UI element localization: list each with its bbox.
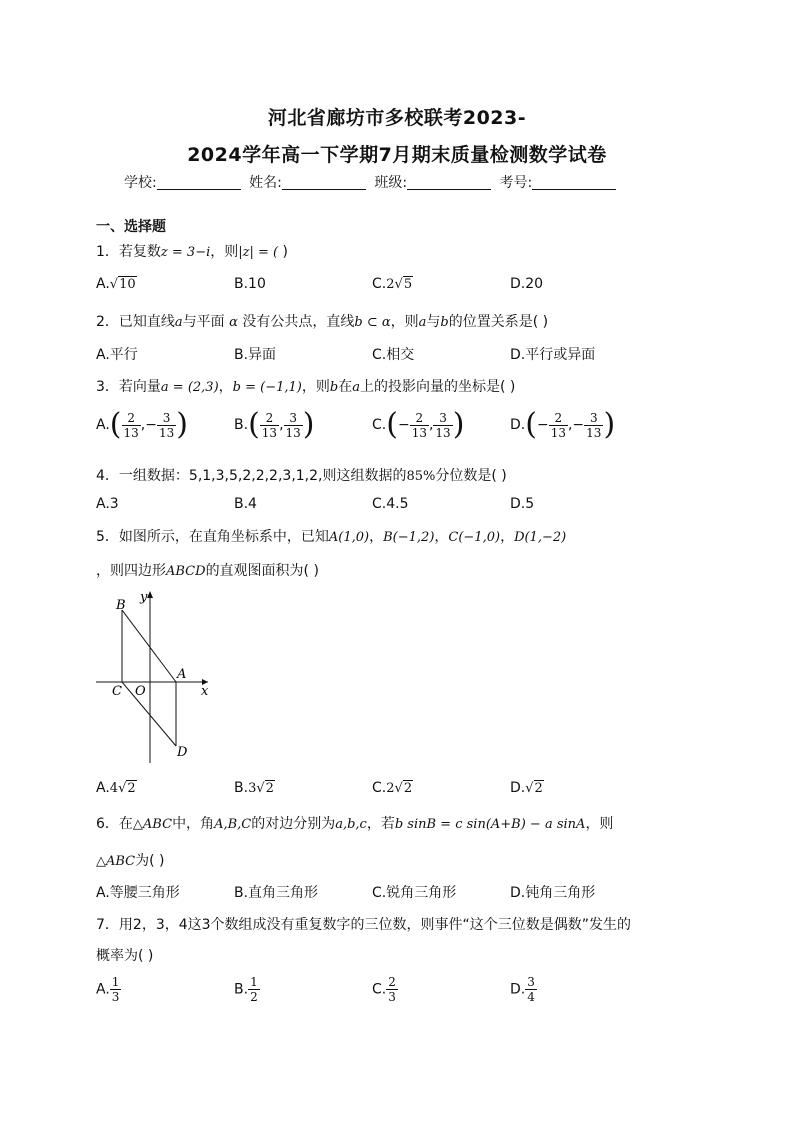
name-blank[interactable] bbox=[282, 175, 366, 190]
question-6-line-2: △ABC为( ) bbox=[96, 853, 165, 869]
q6-option-b[interactable]: B.直角三角形 bbox=[234, 885, 319, 901]
label-D: D bbox=[177, 745, 188, 760]
q1-option-b[interactable]: B.10 bbox=[234, 276, 266, 292]
q1-text-c: ) bbox=[278, 244, 289, 260]
q5-option-b[interactable]: B.3√2 bbox=[234, 780, 274, 796]
name-label: 姓名: bbox=[249, 175, 282, 191]
label-B: B bbox=[116, 598, 126, 613]
q3-option-d[interactable]: D.(− $\frac{2}{13}$ ,− $\frac{3}{13}$ ) bbox=[510, 407, 616, 442]
title-line-1: 河北省廊坊市多校联考2023- bbox=[267, 107, 527, 129]
question-5: 5．如图所示，在直角坐标系中，已知A(1,0)，B(−1,2)，C(−1,0)，D(1,−2) bbox=[96, 529, 567, 545]
exam-number-label: 考号: bbox=[499, 175, 533, 191]
school-label: 学校: bbox=[124, 175, 157, 191]
question-1 bbox=[96, 241, 288, 261]
q3-option-a[interactable]: A.( $\frac{2}{13}$ ,− $\frac{3}{13}$ ) bbox=[96, 407, 188, 442]
q5-option-c[interactable]: C.2√2 bbox=[372, 780, 413, 796]
q7-option-a[interactable]: A. $\frac{1}{3}$ bbox=[96, 975, 120, 1004]
label-A: A bbox=[177, 667, 187, 682]
segment-CD bbox=[122, 682, 176, 746]
q1-text-b: ，则 bbox=[210, 244, 239, 260]
q2-option-b[interactable]: B.异面 bbox=[234, 347, 277, 363]
q4-option-a[interactable]: A.3 bbox=[96, 496, 119, 512]
question-4: 4．一组数据：5,1,3,5,2,2,2,3,1,2,则这组数据的85%分位数是( ) bbox=[96, 468, 507, 484]
q3-option-b[interactable]: B.( $\frac{2}{13}$ , $\frac{3}{13}$ ) bbox=[234, 407, 315, 442]
q6-option-c[interactable]: C.锐角三角形 bbox=[372, 885, 457, 901]
exam-number-blank[interactable] bbox=[532, 175, 616, 190]
question-3: 3．若向量a = (2,3)，b = (−1,1)，则b在a上的投影向量的坐标是( ) bbox=[96, 379, 516, 395]
y-axis-arrow bbox=[147, 591, 153, 598]
label-O: O bbox=[135, 684, 146, 699]
question-7-line-2: 概率为( ) bbox=[96, 948, 154, 964]
q5-figure bbox=[96, 588, 226, 764]
q6-option-d[interactable]: D.钝角三角形 bbox=[510, 885, 596, 901]
q7-option-c[interactable]: C. $\frac{2}{3}$ bbox=[372, 975, 396, 1004]
class-label: 班级: bbox=[374, 175, 408, 191]
class-blank[interactable] bbox=[407, 175, 491, 190]
q4-option-d[interactable]: D.5 bbox=[510, 496, 535, 512]
q1-option-d[interactable]: D.20 bbox=[510, 276, 544, 292]
q5-option-d[interactable]: D.√2 bbox=[510, 780, 543, 796]
q2-option-a[interactable]: A.平行 bbox=[96, 347, 138, 363]
q6-option-a[interactable]: A.等腰三角形 bbox=[96, 885, 180, 901]
q1-option-c[interactable]: C.2√5 bbox=[372, 276, 413, 292]
q1-abs: |z| = ( bbox=[238, 245, 279, 260]
q1-option-a[interactable]: A.√10 bbox=[96, 276, 136, 292]
q7-option-d[interactable]: D. $\frac{3}{4}$ bbox=[510, 975, 535, 1004]
title-line-2: 2024学年高一下学期7月期末质量检测数学试卷 bbox=[187, 144, 607, 166]
q7-option-b[interactable]: B. $\frac{1}{2}$ bbox=[234, 975, 258, 1004]
label-C: C bbox=[112, 684, 122, 699]
question-6: 6．在△ABC中，角A,B,C的对边分别为a,b,c，若b sinB = c sin(A+B) − a sinA，则 bbox=[96, 816, 614, 832]
q1-text: 1．若复数 bbox=[96, 244, 161, 260]
q4-option-c[interactable]: C.4.5 bbox=[372, 496, 409, 512]
label-x: x bbox=[201, 684, 209, 699]
school-blank[interactable] bbox=[157, 175, 241, 190]
q5-option-a[interactable]: A.4√2 bbox=[96, 780, 136, 796]
q4-option-b[interactable]: B.4 bbox=[234, 496, 257, 512]
q1-expr: z = 3−i bbox=[160, 245, 211, 260]
student-info-row bbox=[124, 172, 620, 192]
section-heading: 一、选择题 bbox=[96, 219, 166, 235]
question-5-line-2: ，则四边形ABCD的直观图面积为( ) bbox=[96, 563, 319, 579]
label-y: y bbox=[140, 590, 148, 605]
q2-option-d[interactable]: D.平行或异面 bbox=[510, 347, 596, 363]
q3-option-c[interactable]: C.(− $\frac{2}{13}$ , $\frac{3}{13}$ ) bbox=[372, 407, 465, 442]
question-7: 7．用2，3，4这3个数组成没有重复数字的三位数，则事件“这个三位数是偶数”发生的 bbox=[96, 917, 632, 933]
segment-BA bbox=[122, 610, 176, 682]
q2-option-c[interactable]: C.相交 bbox=[372, 347, 415, 363]
question-2: 2．已知直线a与平面 α 没有公共点，直线b ⊂ α，则a与b的位置关系是( ) bbox=[96, 314, 549, 330]
